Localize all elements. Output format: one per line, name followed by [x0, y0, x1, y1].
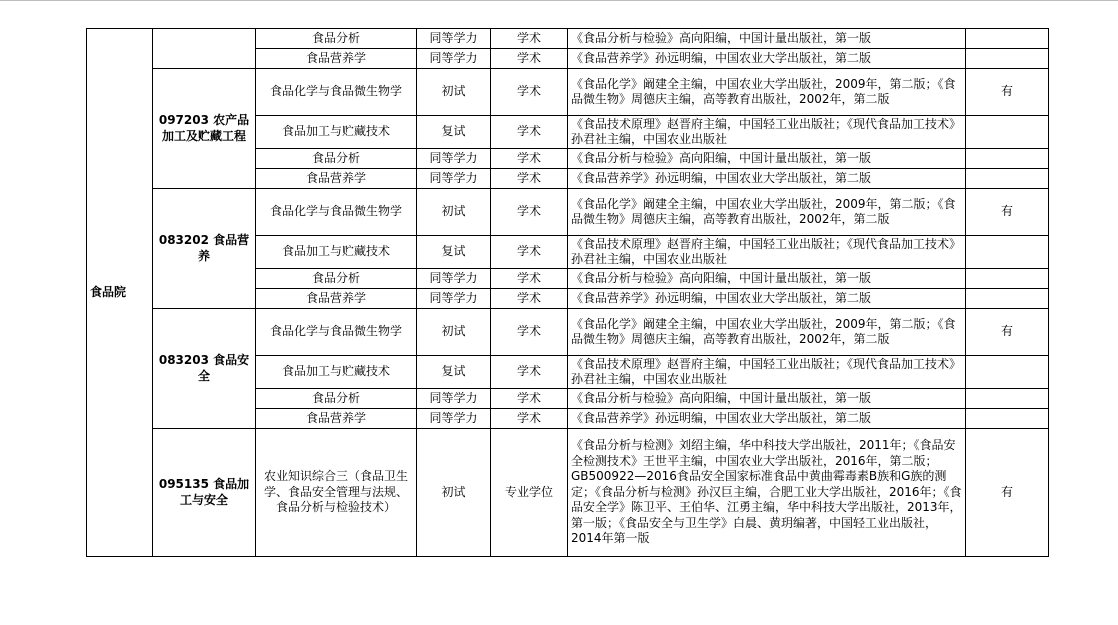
- exam-cell: 同等学力: [417, 49, 491, 69]
- note-cell: [966, 49, 1049, 69]
- note-cell: [966, 356, 1049, 389]
- type-cell: 学术: [491, 236, 568, 269]
- subject-cell: 食品分析: [256, 29, 417, 49]
- type-cell: 学术: [491, 49, 568, 69]
- subject-cell: 食品分析: [256, 149, 417, 169]
- subject-cell: 食品加工与贮藏技术: [256, 116, 417, 149]
- note-cell: [966, 29, 1049, 49]
- major-cell: 083202 食品营养: [153, 189, 256, 309]
- exam-cell: 同等学力: [417, 29, 491, 49]
- note-cell: 有: [966, 69, 1049, 116]
- note-cell: [966, 236, 1049, 269]
- refs-cell: 《食品分析与检验》高向阳编，中国计量出版社，第一版: [568, 389, 966, 409]
- exam-cell: 初试: [417, 309, 491, 356]
- subject-cell: 农业知识综合三（食品卫生学、食品安全管理与法规、食品分析与检验技术）: [256, 429, 417, 557]
- refs-cell: 《食品化学》阚建全主编，中国农业大学出版社，2009年，第二版；《食品微生物》周德庆主编，高等教育出版社，2002年，第二版: [568, 69, 966, 116]
- refs-cell: 《食品营养学》孙远明编，中国农业大学出版社，第二版: [568, 289, 966, 309]
- refs-cell: 《食品技术原理》赵晋府主编，中国轻工业出版社；《现代食品加工技术》孙君社主编，中国农业出版社: [568, 356, 966, 389]
- type-cell: 学术: [491, 169, 568, 189]
- table-row: [87, 429, 1049, 557]
- refs-cell: 《食品营养学》孙远明编，中国农业大学出版社，第二版: [568, 49, 966, 69]
- refs-cell: 《食品营养学》孙远明编，中国农业大学出版社，第二版: [568, 409, 966, 429]
- type-cell: 专业学位: [491, 429, 568, 557]
- refs-cell: 《食品分析与检验》高向阳编，中国计量出版社，第一版: [568, 269, 966, 289]
- exam-cell: 初试: [417, 189, 491, 236]
- table-row: [87, 189, 1049, 236]
- note-cell: [966, 149, 1049, 169]
- note-cell: [966, 289, 1049, 309]
- refs-cell: 《食品化学》阚建全主编，中国农业大学出版社，2009年，第二版；《食品微生物》周德庆主编，高等教育出版社，2002年，第二版: [568, 309, 966, 356]
- type-cell: 学术: [491, 289, 568, 309]
- exam-cell: 复试: [417, 116, 491, 149]
- note-cell: 有: [966, 309, 1049, 356]
- subject-cell: 食品化学与食品微生物学: [256, 309, 417, 356]
- type-cell: 学术: [491, 356, 568, 389]
- refs-cell: 《食品分析与检测》刘绍主编，华中科技大学出版社，2011年；《食品安全检测技术》王世平主编，中国农业大学出版社，2016年，第二版；GB500922—2016食品安全国家标准食品中黄曲霉毒素B族和G族的测定；《食品分析与检测》孙汉巨主编，合肥工业大学出版社，2016年；《食品安全学》陈卫平、王伯华、江勇主编，华中科技大学出版社，2013年，第一版；《食品安全与卫生学》白晨、黄玥编著，中国轻工业出版社，2014年第一版: [568, 429, 966, 557]
- major-cell: 095135 食品加工与安全: [153, 429, 256, 557]
- exam-cell: 同等学力: [417, 149, 491, 169]
- type-cell: 学术: [491, 149, 568, 169]
- type-cell: 学术: [491, 29, 568, 49]
- exam-cell: 同等学力: [417, 389, 491, 409]
- exam-cell: 初试: [417, 69, 491, 116]
- refs-cell: 《食品分析与检验》高向阳编，中国计量出版社，第一版: [568, 29, 966, 49]
- subject-cell: 食品加工与贮藏技术: [256, 356, 417, 389]
- college-cell: 食品院: [87, 29, 153, 557]
- table-row: [87, 69, 1049, 116]
- exam-cell: 复试: [417, 236, 491, 269]
- major-cell: 083203 食品安全: [153, 309, 256, 429]
- curriculum-table: [86, 28, 1049, 557]
- note-cell: 有: [966, 429, 1049, 557]
- note-cell: [966, 116, 1049, 149]
- note-cell: [966, 269, 1049, 289]
- exam-cell: 同等学力: [417, 289, 491, 309]
- subject-cell: 食品分析: [256, 269, 417, 289]
- subject-cell: 食品化学与食品微生物学: [256, 69, 417, 116]
- table-row: [87, 29, 1049, 49]
- page-top-rule: [0, 0, 1118, 1]
- type-cell: 学术: [491, 309, 568, 356]
- type-cell: 学术: [491, 116, 568, 149]
- subject-cell: 食品分析: [256, 389, 417, 409]
- major-cell: 097203 农产品加工及贮藏工程: [153, 69, 256, 189]
- refs-cell: 《食品营养学》孙远明编，中国农业大学出版社，第二版: [568, 169, 966, 189]
- note-cell: [966, 389, 1049, 409]
- note-cell: [966, 409, 1049, 429]
- type-cell: 学术: [491, 269, 568, 289]
- exam-cell: 同等学力: [417, 409, 491, 429]
- type-cell: 学术: [491, 69, 568, 116]
- subject-cell: 食品加工与贮藏技术: [256, 236, 417, 269]
- major-cell: [153, 29, 256, 69]
- refs-cell: 《食品分析与检验》高向阳编，中国计量出版社，第一版: [568, 149, 966, 169]
- subject-cell: 食品营养学: [256, 289, 417, 309]
- subject-cell: 食品营养学: [256, 49, 417, 69]
- subject-cell: 食品化学与食品微生物学: [256, 189, 417, 236]
- exam-cell: 同等学力: [417, 169, 491, 189]
- type-cell: 学术: [491, 409, 568, 429]
- note-cell: 有: [966, 189, 1049, 236]
- refs-cell: 《食品技术原理》赵晋府主编，中国轻工业出版社；《现代食品加工技术》孙君社主编，中国农业出版社: [568, 236, 966, 269]
- type-cell: 学术: [491, 389, 568, 409]
- type-cell: 学术: [491, 189, 568, 236]
- refs-cell: 《食品化学》阚建全主编，中国农业大学出版社，2009年，第二版；《食品微生物》周德庆主编，高等教育出版社，2002年，第二版: [568, 189, 966, 236]
- subject-cell: 食品营养学: [256, 169, 417, 189]
- table-row: [87, 309, 1049, 356]
- exam-cell: 初试: [417, 429, 491, 557]
- exam-cell: 同等学力: [417, 269, 491, 289]
- subject-cell: 食品营养学: [256, 409, 417, 429]
- exam-cell: 复试: [417, 356, 491, 389]
- note-cell: [966, 169, 1049, 189]
- refs-cell: 《食品技术原理》赵晋府主编，中国轻工业出版社；《现代食品加工技术》孙君社主编，中国农业出版社: [568, 116, 966, 149]
